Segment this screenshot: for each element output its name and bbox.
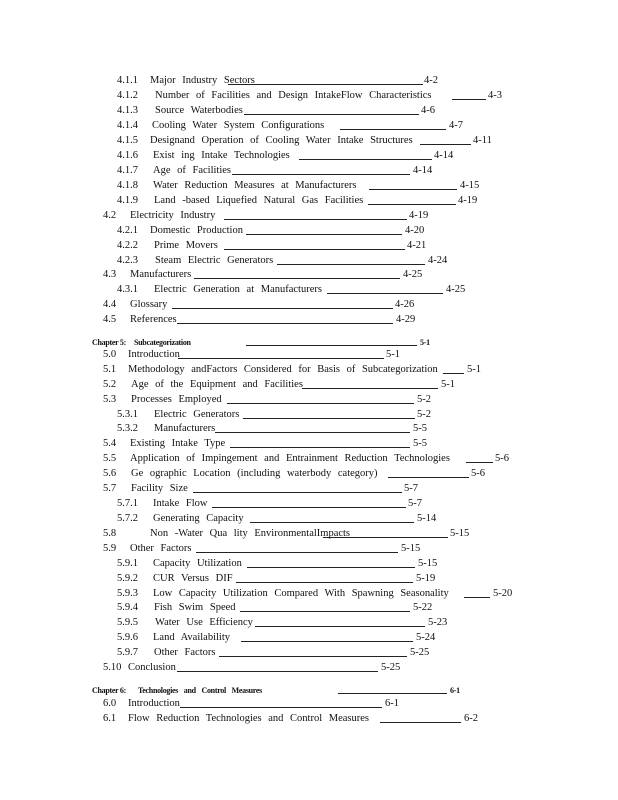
toc-entry-page: 5-7 (408, 498, 422, 509)
toc-entry-page: 5-24 (416, 632, 436, 643)
toc-leader-line (247, 567, 415, 568)
toc-leader-line (212, 507, 406, 508)
toc-leader-line (194, 278, 400, 279)
toc-leader-line (443, 373, 464, 374)
toc-entry-title: Facility Size (131, 483, 188, 494)
toc-entry-title: Land Availability (153, 632, 230, 643)
toc-leader-line (452, 99, 486, 100)
toc-entry-number: 4.1.2 (117, 90, 138, 101)
toc-entry-number: 4.1.8 (117, 180, 138, 191)
toc-leader-line (368, 204, 456, 205)
toc-entry-number: 5.3.2 (117, 423, 138, 434)
toc-entry (0, 239, 618, 253)
toc-entry (0, 149, 618, 163)
toc-entry-title: Exist ing Intake Technologies (153, 150, 290, 161)
toc-leader-line (230, 447, 410, 448)
toc-entry (0, 408, 618, 422)
toc-entry-title: Manufacturers (154, 423, 216, 434)
toc-entry-number: 4.2.3 (117, 255, 138, 266)
toc-entry (0, 313, 618, 327)
toc-entry-number: 5.8 (103, 528, 117, 539)
toc-entry-title: References (130, 314, 177, 325)
toc-leader-line (464, 597, 490, 598)
toc-entry-number: 6.0 (103, 698, 117, 709)
toc-leader-line (246, 345, 417, 346)
toc-entry-page: 5-25 (410, 647, 430, 658)
toc-entry (0, 452, 618, 466)
toc-leader-line (172, 308, 393, 309)
toc-entry-title: Intake Flow (153, 498, 208, 509)
toc-entry-number: 4.5 (103, 314, 117, 325)
toc-entry-number: Chapter 5: (92, 338, 126, 347)
toc-entry-page: 4-15 (460, 180, 480, 191)
toc-entry-page: 4-14 (434, 150, 454, 161)
toc-leader-line (255, 626, 425, 627)
toc-entry-title: Conclusion (128, 662, 176, 673)
toc-leader-line (219, 656, 407, 657)
toc-entry-number: 5.3.1 (117, 409, 138, 420)
toc-leader-line (177, 671, 378, 672)
toc-entry-title: Source Waterbodies (155, 105, 243, 116)
toc-entry-page: 6-1 (450, 686, 460, 695)
toc-entry-page: 4-24 (428, 255, 448, 266)
toc-entry-page: 5-1 (467, 364, 481, 375)
toc-entry-title: Introduction (128, 698, 180, 709)
toc-entry-page: 5-6 (471, 468, 485, 479)
toc-entry (0, 209, 618, 223)
toc-entry-page: 4-20 (405, 225, 425, 236)
toc-entry (0, 164, 618, 178)
toc-entry-number: 4.1.5 (117, 135, 138, 146)
toc-leader-line (388, 477, 469, 478)
toc-entry-page: 5-1 (420, 338, 430, 347)
toc-entry-page: 5-1 (386, 349, 400, 360)
toc-entry-number: 5.9.3 (117, 588, 138, 599)
toc-entry-number: 5.3 (103, 394, 117, 405)
toc-entry-page: 4-25 (403, 269, 423, 280)
toc-entry-title: Major Industry Sectors (150, 75, 255, 86)
toc-entry-title: Domestic Production (150, 225, 243, 236)
toc-entry-page: 5-14 (417, 513, 437, 524)
toc-entry-number: 5.9.1 (117, 558, 138, 569)
toc-entry (0, 74, 618, 88)
toc-entry-page: 5-2 (417, 394, 431, 405)
toc-leader-line (302, 388, 438, 389)
toc-entry-title: Flow Reduction Technologies and Control Measures (128, 713, 369, 724)
toc-entry-page: 4-29 (396, 314, 416, 325)
toc-entry-page: 6-1 (385, 698, 399, 709)
toc-entry-number: 4.1.1 (117, 75, 138, 86)
toc-entry (0, 616, 618, 630)
toc-entry (0, 283, 618, 297)
toc-entry (0, 512, 618, 526)
toc-entry-title: Generating Capacity (153, 513, 244, 524)
toc-entry-title: Ge ographic Location (including waterbody category) (131, 468, 378, 479)
toc-entry (0, 89, 618, 103)
toc-entry (0, 363, 618, 377)
toc-entry-title: Electric Generators (154, 409, 240, 420)
toc-entry-page: 5-7 (404, 483, 418, 494)
toc-entry-title: Non -Water Qua lity EnvironmentalImpacts (150, 528, 351, 539)
toc-leader-line (338, 693, 447, 694)
toc-entry-title: Age of Facilities (153, 165, 231, 176)
toc-entry (0, 497, 618, 511)
toc-entry-page: 4-7 (449, 120, 463, 131)
toc-entry-number: 5.9.5 (117, 617, 138, 628)
toc-leader-line (246, 234, 402, 235)
toc-entry (0, 587, 618, 601)
toc-entry-title: Processes Employed (131, 394, 222, 405)
toc-entry-number: 4.1.7 (117, 165, 138, 176)
toc-leader-line (232, 174, 410, 175)
toc-entry (0, 557, 618, 571)
toc-entry-page: 5-5 (413, 438, 427, 449)
toc-entry-number: 4.2 (103, 210, 117, 221)
toc-entry-number: 4.1.9 (117, 195, 138, 206)
toc-entry-page: 4-11 (473, 135, 492, 146)
toc-entry-title: Manufacturers (130, 269, 192, 280)
toc-entry-page: 5-22 (413, 602, 433, 613)
toc-leader-line (420, 144, 471, 145)
toc-leader-line (180, 707, 382, 708)
toc-leader-line (240, 611, 410, 612)
toc-entry (0, 179, 618, 193)
toc-entry-number: 4.1.6 (117, 150, 138, 161)
toc-entry-number: 6.1 (103, 713, 117, 724)
toc-entry (0, 601, 618, 615)
toc-entry-number: 5.10 (103, 662, 122, 673)
toc-entry (0, 298, 618, 312)
toc-entry-number: 5.9.7 (117, 647, 138, 658)
toc-entry (0, 697, 618, 711)
toc-entry-page: 4-3 (488, 90, 502, 101)
toc-entry-title: Water Reduction Measures at Manufacturers (153, 180, 357, 191)
toc-entry (0, 527, 618, 541)
toc-entry (0, 646, 618, 660)
toc-entry-number: 5.2 (103, 379, 117, 390)
toc-leader-line (236, 582, 413, 583)
toc-leader-line (215, 432, 410, 433)
toc-entry-title: Capacity Utilization (153, 558, 242, 569)
toc-entry-number: 5.1 (103, 364, 117, 375)
toc-leader-line (369, 189, 457, 190)
toc-entry-title: Land -based Liquefied Natural Gas Facilities (154, 195, 364, 206)
toc-entry-title: Number of Facilities and Design IntakeFlow Characteristics (155, 90, 432, 101)
toc-entry (0, 631, 618, 645)
toc-entry-number: 4.3 (103, 269, 117, 280)
toc-entry-title: Technologies and Control Measures (138, 686, 262, 695)
toc-entry-page: 5-5 (413, 423, 427, 434)
toc-entry-page: 5-23 (428, 617, 448, 628)
toc-entry-number: 5.9.6 (117, 632, 138, 643)
toc-entry-title: CUR Versus DIF (153, 573, 233, 584)
toc-entry-title: Other Factors (154, 647, 216, 658)
toc-entry-page: 4-21 (407, 240, 427, 251)
toc-entry-title: Electric Generation at Manufacturers (154, 284, 322, 295)
toc-entry (0, 134, 618, 148)
toc-entry-title: Age of the Equipment and Facilities (131, 379, 303, 390)
toc-entry-title: Designand Operation of Cooling Water Intake Structures (150, 135, 413, 146)
toc-entry-title: Glossary (130, 299, 168, 310)
toc-entry-page: 5-25 (381, 662, 401, 673)
toc-leader-line (196, 552, 398, 553)
toc-entry-page: 4-6 (421, 105, 435, 116)
toc-entry-page: 5-2 (417, 409, 431, 420)
toc-leader-line (193, 492, 402, 493)
toc-entry-number: 5.0 (103, 349, 117, 360)
toc-leader-line (227, 403, 414, 404)
toc-leader-line (177, 323, 393, 324)
toc-entry (0, 482, 618, 496)
toc-leader-line (277, 264, 425, 265)
toc-entry-title: Water Use Efficiency (155, 617, 253, 628)
toc-entry-title: Steam Electric Generators (155, 255, 274, 266)
toc-entry-number: 5.5 (103, 453, 117, 464)
toc-entry (0, 104, 618, 118)
toc-leader-line (340, 129, 446, 130)
toc-entry (0, 268, 618, 282)
toc-entry-page: 4-19 (458, 195, 478, 206)
toc-entry-number: 4.2.2 (117, 240, 138, 251)
toc-entry (0, 467, 618, 481)
toc-entry-title: Low Capacity Utilization Compared With Spawning Seasonality (153, 588, 449, 599)
toc-leader-line (466, 462, 493, 463)
toc-entry (0, 437, 618, 451)
toc-entry (0, 542, 618, 556)
toc-entry-number: 4.1.3 (117, 105, 138, 116)
toc-entry-number: 5.7.2 (117, 513, 138, 524)
toc-entry-page: 5-15 (418, 558, 438, 569)
toc-leader-line (228, 84, 423, 85)
toc-entry-page: 4-25 (446, 284, 466, 295)
toc-entry (0, 119, 618, 133)
toc-entry-number: 5.6 (103, 468, 117, 479)
toc-entry-number: 5.9.4 (117, 602, 138, 613)
toc-leader-line (380, 722, 461, 723)
toc-entry-title: Methodology andFactors Considered for Basis of Subcategorization (128, 364, 438, 375)
toc-entry-number: 5.9.2 (117, 573, 138, 584)
toc-entry-page: 4-26 (395, 299, 415, 310)
toc-entry (0, 254, 618, 268)
toc-leader-line (224, 219, 407, 220)
toc-chapter-heading (0, 684, 618, 698)
toc-entry-title: Subcategorization (134, 338, 191, 347)
toc-leader-line (250, 522, 414, 523)
toc-entry-page: 5-6 (495, 453, 509, 464)
toc-entry-page: 4-19 (409, 210, 429, 221)
toc-entry-title: Cooling Water System Configurations (152, 120, 325, 131)
toc-entry-number: 5.4 (103, 438, 117, 449)
toc-entry-number: 5.7 (103, 483, 117, 494)
toc-entry-page: 5-20 (493, 588, 513, 599)
toc-entry-title: Electricity Industry (130, 210, 216, 221)
toc-entry-title: Other Factors (130, 543, 192, 554)
toc-leader-line (323, 537, 448, 538)
toc-entry-page: 4-14 (413, 165, 433, 176)
toc-entry-title: Existing Intake Type (130, 438, 226, 449)
toc-entry-number: Chapter 6: (92, 686, 126, 695)
toc-leader-line (241, 641, 413, 642)
toc-entry (0, 194, 618, 208)
toc-leader-line (224, 249, 405, 250)
toc-entry-page: 5-15 (401, 543, 421, 554)
toc-entry (0, 422, 618, 436)
toc-entry-number: 5.9 (103, 543, 117, 554)
toc-entry (0, 378, 618, 392)
toc-entry (0, 572, 618, 586)
toc-entry-page: 5-15 (450, 528, 470, 539)
toc-entry (0, 712, 618, 726)
toc-entry-title: Introduction (128, 349, 180, 360)
toc-entry-page: 4-2 (424, 75, 438, 86)
toc-leader-line (243, 418, 415, 419)
toc-entry-page: 5-19 (416, 573, 436, 584)
toc-entry (0, 348, 618, 362)
toc-entry-page: 5-1 (441, 379, 455, 390)
toc-entry-title: Prime Movers (154, 240, 218, 251)
toc-entry-number: 4.3.1 (117, 284, 138, 295)
toc-entry-number: 5.7.1 (117, 498, 138, 509)
toc-leader-line (178, 358, 384, 359)
toc-entry-title: Fish Swim Speed (154, 602, 236, 613)
toc-entry-title: Application of Impingement and Entrainment Reduction Technologies (130, 453, 450, 464)
toc-entry (0, 393, 618, 407)
toc-entry-number: 4.4 (103, 299, 117, 310)
toc-entry-number: 4.1.4 (117, 120, 138, 131)
toc-entry-number: 4.2.1 (117, 225, 138, 236)
toc-leader-line (299, 159, 432, 160)
toc-leader-line (244, 114, 419, 115)
toc-leader-line (327, 293, 443, 294)
toc-entry (0, 224, 618, 238)
toc-entry (0, 661, 618, 675)
toc-entry-page: 6-2 (464, 713, 478, 724)
